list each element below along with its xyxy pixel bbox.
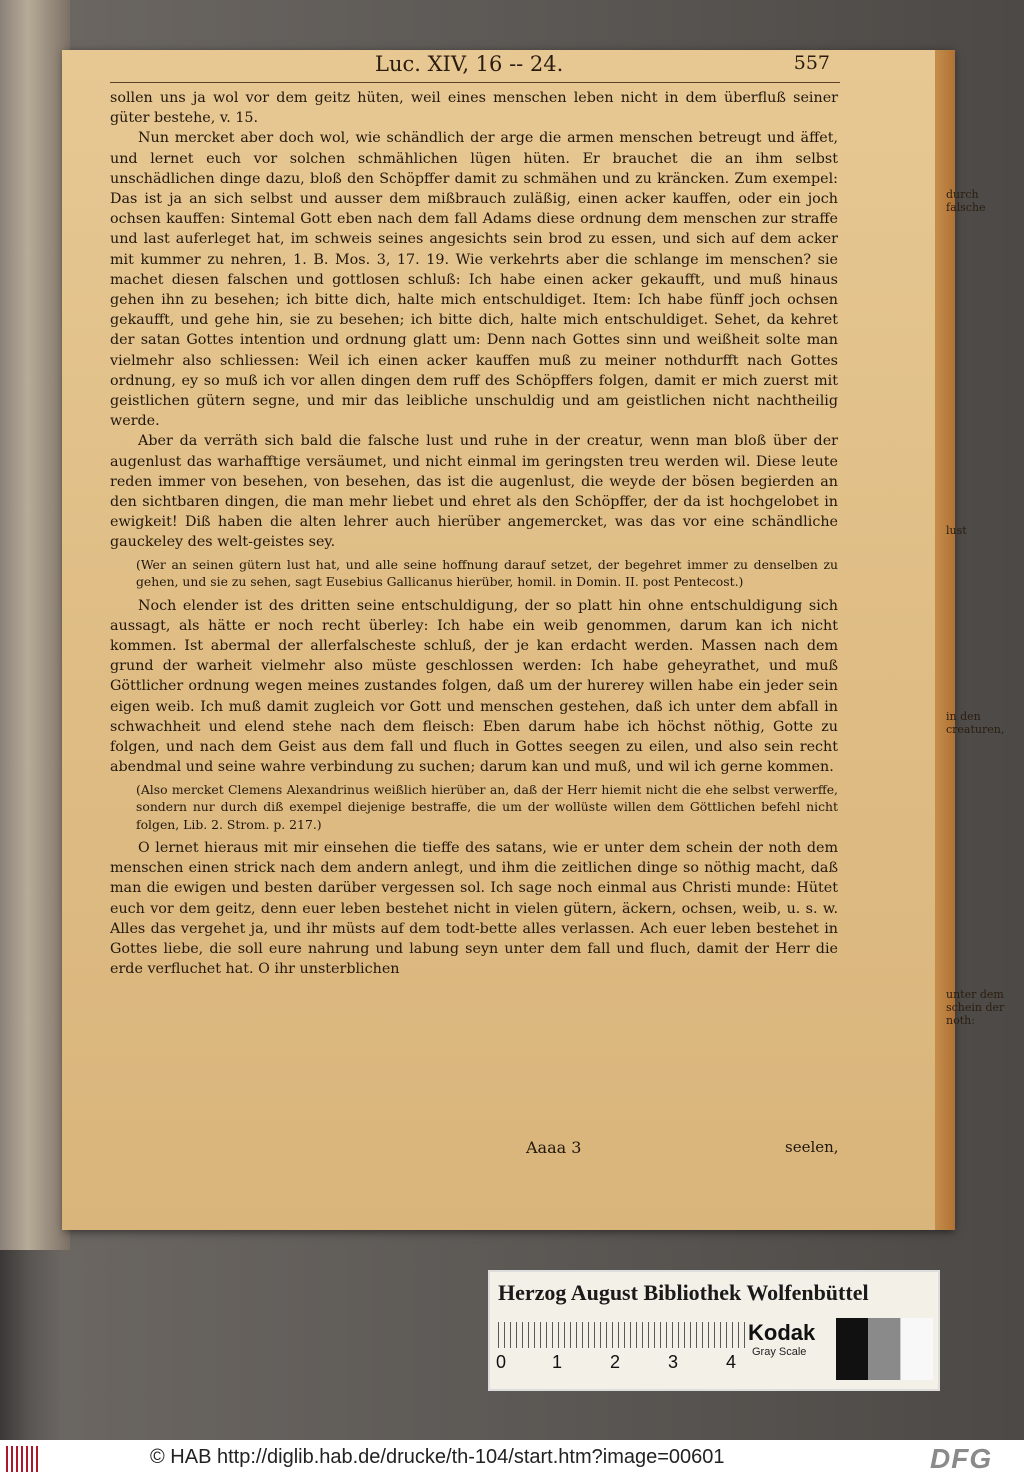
margin-note-3: in den creaturen, bbox=[946, 710, 1005, 736]
hab-logo-icon bbox=[6, 1446, 40, 1472]
margin-note-2: lust bbox=[946, 524, 967, 537]
footnote-2: (Also mercket Clemens Alexandrinus weißlich hierüber an, daß der Herr hiemit nicht die ehe selbst verwerffe, sondern nur durch diß exempel diejenige bestraffe, die um der wollüste willen dem Göttlichen befehl nicht folgen, Lib. 2. Strom. p. 217.) bbox=[136, 781, 838, 832]
paragraph-2: Nun mercket aber doch wol, wie schändlich der arge die armen menschen betreugt und äffet, und lernet euch vor solchen schmählichen lügen hüten. Er brauchet die an ihm selbst unschädlichen dinge dazu, bloß den Schöpffer damit zu schmähen und zu kräncken. Zum exempel: Das ist ja an sich selbst und ausser dem mißbrauch zuläßig, einen acker kauffen, oder ein joch ochsen kauffen: Sintemal Gott eben nach dem fall Adams diese ordnung dem menschen zur straffe und last auferleget hat, im schweis seines angesichts sein brod zu essen, und sich auf dem acker mit kummer zu nehren, 1. B. Mos. 3, 17. 19. Wie verkehrts aber die schlange im menschen? sie machet diesen falschen und gottlosen schluß: Ich habe einen acker gekaufft, und muß hinaus gehen ihn zu besehen; ich bitte dich, halte mich entschuldiget. Item: Ich habe fünff joch ochsen gekaufft, und gehe hin, sie zu besehen; ich bitte dich, halte mich entschuldiget. Sehet, da kehret der satan Gottes intention und ordnung glatt um: Denn nach Gottes sinn und weißheit solte man vielmehr also schliessen: Weil ich einen acker kauffen muß zu meiner nothdurfft nach Gottes ordnung, ey so muß ich vor allen dingen dem ruff des Schöpffers folgen, damit er mich zuerst mit geistlichen gütern segne, und mir das leibliche unschuldig und am geistlichen nicht nachtheilig werde. bbox=[110, 130, 838, 430]
signature-mark: Aaaa 3 bbox=[526, 1138, 582, 1157]
viewer-footer bbox=[0, 1440, 1024, 1478]
kodak-caption: Gray Scale bbox=[752, 1346, 807, 1358]
ruler-number: 2 bbox=[610, 1352, 621, 1372]
page-header bbox=[300, 52, 840, 82]
scale-ruler bbox=[498, 1322, 748, 1348]
paragraph-3: Aber da verräth sich bald die falsche lust und ruhe in der creatur, wenn man bloß über der augenlust das warhafftige versäumet, und nicht einmal im geringsten treu werden wil. Diese leute reden immer von besehen, von besehen, das ist die augenlust, die weyde der bösen begierden an den sichtbaren dingen, die man mehr liebet und ehret als den Schöpffer, der da ist hochgelobet in ewigkeit! Diß haben die alten lehrer auch hierüber angemercket, was das vor eine schändliche gauckeley des welt-geistes sey. bbox=[110, 433, 838, 551]
margin-note-1: durch falsche bbox=[946, 188, 986, 214]
paragraph-4: Noch elender ist des dritten seine entschuldigung, der so platt hin ohne entschuldigung sich aussagt, als hätte er noch recht überley: Ich habe ein weib genommen, darum kan ich nicht kommen. Ist abermal der allerfalscheste schluß, der je kan erdacht werden. Massen nach dem grund der warheit vielmehr also müste geschlossen werden: Ich habe geheyrathet, und muß Göttlicher ordnung wegen meines zustandes folgen, daß um der hurerey willen habe ein jeder sein eigen weib. Ich muß damit zugleich vor Gott und menschen gestehen, daß ich unter dem abfall in schwachheit und elend stehe nach dem fleisch: Eben darum habe ich höchst nöthig, Gotte zu folgen, und nach dem Geist aus dem fall und fluch in Gottes seegen zu eilen, und also sein recht abendmal und seine wahre verbindung zu suchen; darum kan und muß, und wil ich gerne kommen. bbox=[110, 597, 838, 776]
library-name: Herzog August Bibliothek Wolfenbüttel bbox=[498, 1280, 869, 1305]
gray-patch-white bbox=[900, 1318, 933, 1380]
gray-patch-black bbox=[836, 1318, 868, 1380]
copyright-link[interactable]: © HAB http://diglib.hab.de/drucke/th-104/start.htm?image=00601 bbox=[150, 1446, 725, 1468]
page-number: 557 bbox=[793, 52, 830, 74]
ruler-number: 1 bbox=[552, 1352, 563, 1372]
kodak-logo: Kodak bbox=[748, 1320, 816, 1345]
footnote-1: (Wer an seinen gütern lust hat, und alle seine hoffnung darauf setzet, der begehret immer zu denselben zu gehen, und sie zu sehen, sagt Eusebius Gallicanus hierüber, homil. in Domin. II. post Pentecost.) bbox=[136, 556, 838, 590]
adjacent-page-edge bbox=[0, 0, 70, 1250]
paragraph-1: sollen uns ja wol vor dem geitz hüten, weil eines menschen leben nicht in dem überfluß seiner güter bestehe, v. 15. bbox=[110, 90, 838, 127]
gray-patch-mid bbox=[868, 1318, 900, 1380]
paragraph-5: O lernet hieraus mit mir einsehen die tieffe des satans, wie er unter dem schein der noth dem menschen einen strick nach dem andern anlegt, und ihm die zeitlichen dinge so nöthig macht, daß man die ewigen und besten darüber vergessen sol. Ich sage noch einmal aus Christi munde: Hütet euch vor dem geitz, denn euer leben bestehet nicht in vielen gütern, äckern, ochsen, weib, u. s. w. Alles das vergehet ja, und ihr müsts auf dem todt-bette alles verlassen. Ach euer leben bestehet in Gottes liebe, die soll eure nahrung und labung seyn unter dem fall und fluch, damit der Herr die erde verfluchet hat. O ihr unsterblichen bbox=[110, 840, 838, 978]
catchword: seelen, bbox=[785, 1138, 839, 1156]
body-text bbox=[110, 88, 1005, 1027]
ruler-number: 3 bbox=[668, 1352, 679, 1372]
running-title: Luc. XIV, 16 -- 24. bbox=[375, 52, 564, 76]
header-rule bbox=[110, 82, 840, 83]
dfg-logo: DFG bbox=[930, 1443, 993, 1474]
margin-note-4: unter dem schein der noth: bbox=[946, 988, 1005, 1027]
ruler-number: 4 bbox=[726, 1352, 737, 1372]
library-color-card bbox=[488, 1270, 940, 1391]
ruler-number: 0 bbox=[496, 1352, 507, 1372]
page-fore-edge bbox=[935, 50, 955, 1230]
